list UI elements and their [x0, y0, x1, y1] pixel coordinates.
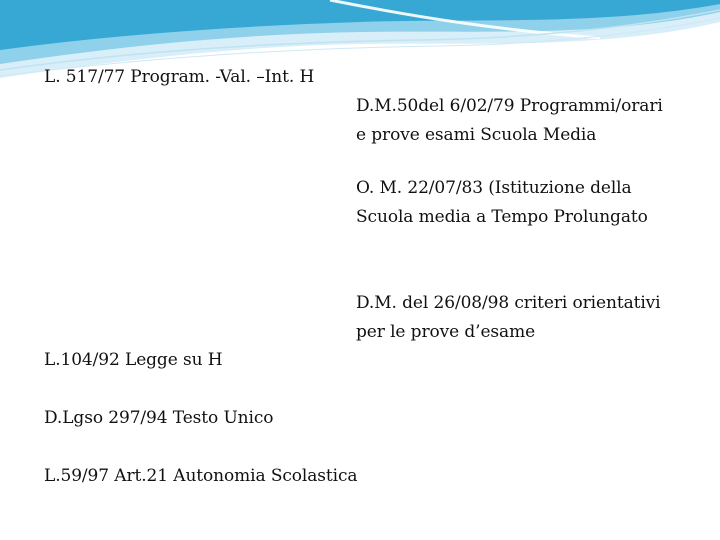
- decree-item-line: e prove esami Scuola Media: [356, 125, 597, 145]
- decree-item-line: D.M. del 26/08/98 criteri orientativi: [356, 293, 661, 313]
- decree-item-dm-26-08-98: [356, 289, 661, 347]
- law-item-l517-77: L. 517/77 Program. -Val. –Int. H: [44, 67, 315, 87]
- decree-item-line: D.M.50del 6/02/79 Programmi/orari: [356, 96, 663, 116]
- law-item-dlgs297-94: D.Lgso 297/94 Testo Unico: [44, 408, 274, 428]
- order-item-line: O. M. 22/07/83 (Istituzione della: [356, 178, 632, 198]
- law-item-l59-97: L.59/97 Art.21 Autonomia Scolastica: [44, 466, 358, 486]
- law-item-l104-92: L.104/92 Legge su H: [44, 350, 223, 370]
- order-item-line: Scuola media a Tempo Prolungato: [356, 207, 648, 227]
- decree-item-dm-6-02-79: [356, 92, 663, 150]
- decree-item-line: per le prove d’esame: [356, 322, 536, 342]
- order-item-om-22-07-83: [356, 174, 648, 232]
